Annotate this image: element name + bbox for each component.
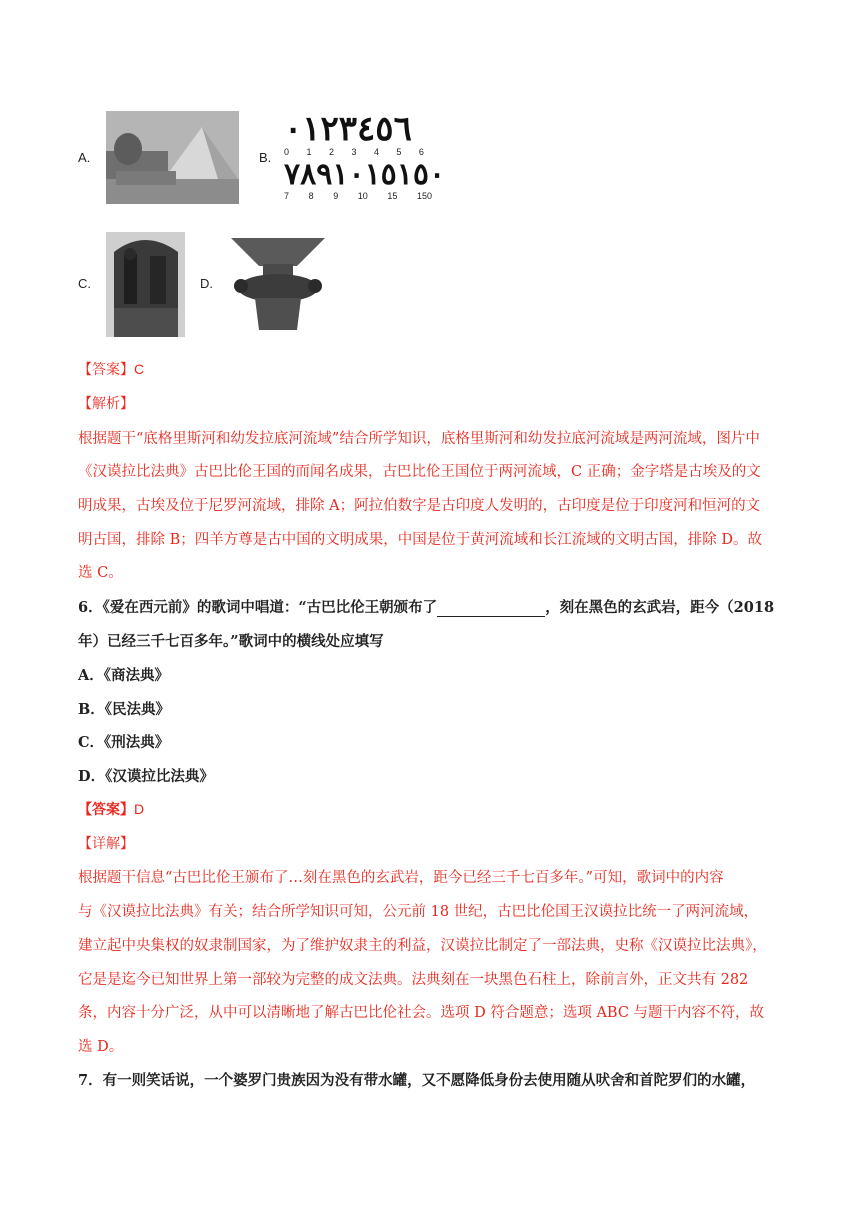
q6-option-d: D．《汉谟拉比法典》 [78, 768, 214, 785]
q7-stem-line1: 7．有一则笑话说，一个婆罗门贵族因为没有带水罐，又不愿降低身份去使用随从吠舍和首陀罗们的水罐， [78, 1072, 756, 1089]
q6-option-b: B．《民法典》 [78, 701, 171, 718]
q6-detail-line: 它是是迄今已知世界上第一部较为完整的成文法典。法典刻在一块黑色石柱上，除前言外，正文共有 282 [78, 972, 749, 988]
option-a-label: A. [78, 150, 91, 165]
q5-analysis-line: 根据题干“底格里斯河和幼发拉底河流域”结合所学知识，底格里斯河和幼发拉底河流域是两河流域，图片中 [78, 431, 760, 447]
q6-detail-line: 选 D。 [78, 1039, 124, 1055]
q6-blank [437, 602, 545, 617]
q6-detail-line: 与《汉谟拉比法典》有关；结合所学知识可知，公元前 18 世纪，古巴比伦国王汉谟拉比统一了两河流域， [78, 904, 759, 920]
q5-answer: 【答案】C [78, 361, 145, 377]
q6-detail-line: 根据题干信息“古巴比伦王颁布了…刻在黑色的玄武岩，距今已经三千七百多年。”可知，歌词中的内容 [78, 870, 724, 886]
arabic-numerals-figure: ٠١٢٣٤٥٦ 0 1 2 3 4 5 6 ٧٨٩١٠١٥١٥٠ 7 8 9 10 15 150 [284, 109, 446, 201]
q5-analysis-line: 选 C。 [78, 565, 123, 581]
q6-detail-line: 条，内容十分广泛，从中可以清晰地了解古巴比伦社会。选项 D 符合题意；选项 ABC 与题干内容不符，故 [78, 1005, 765, 1021]
q6-stem-line1: 6．《爱在西元前》的歌词中唱道：“古巴比伦王朝颁布了 ，刻在黑色的玄武岩，距今（2018 [78, 599, 775, 616]
option-d-label: D. [200, 276, 213, 291]
q5-analysis-tag: 【解析】 [78, 395, 134, 411]
q6-answer: 【答案】D [78, 801, 145, 817]
q6-detail-line: 建立起中央集权的奴隶制国家，为了维护奴隶主的利益，汉谟拉比制定了一部法典，史称《汉谟拉比法典》， [78, 938, 767, 954]
hammurabi-stele-photo [106, 232, 185, 337]
q6-stem-line2: 年）已经三千七百多年。”歌词中的横线处应填写 [78, 633, 384, 650]
option-c-label: C. [78, 276, 91, 291]
q6-option-c: C．《刑法典》 [78, 734, 170, 751]
option-b-label: B. [259, 150, 272, 165]
q5-analysis-line: 明成果，古埃及位于尼罗河流域，排除 A；阿拉伯数字是古印度人发明的，古印度是位于印度河和恒河的文 [78, 498, 761, 514]
pyramid-sphinx-photo [106, 111, 239, 204]
q5-analysis-line: 《汉谟拉比法典》古巴比伦王国的而闻名成果，古巴比伦王国位于两河流域，C 正确；金字塔是古埃及的文 [78, 464, 761, 480]
four-ram-zun-photo [225, 232, 331, 333]
q5-analysis-line: 明古国，排除 B；四羊方尊是古中国的文明成果，中国是位于黄河流域和长江流域的文明古国，排除 D。故 [78, 532, 762, 548]
q6-detail-tag: 【详解】 [78, 835, 134, 851]
q6-option-a: A．《商法典》 [78, 667, 170, 684]
